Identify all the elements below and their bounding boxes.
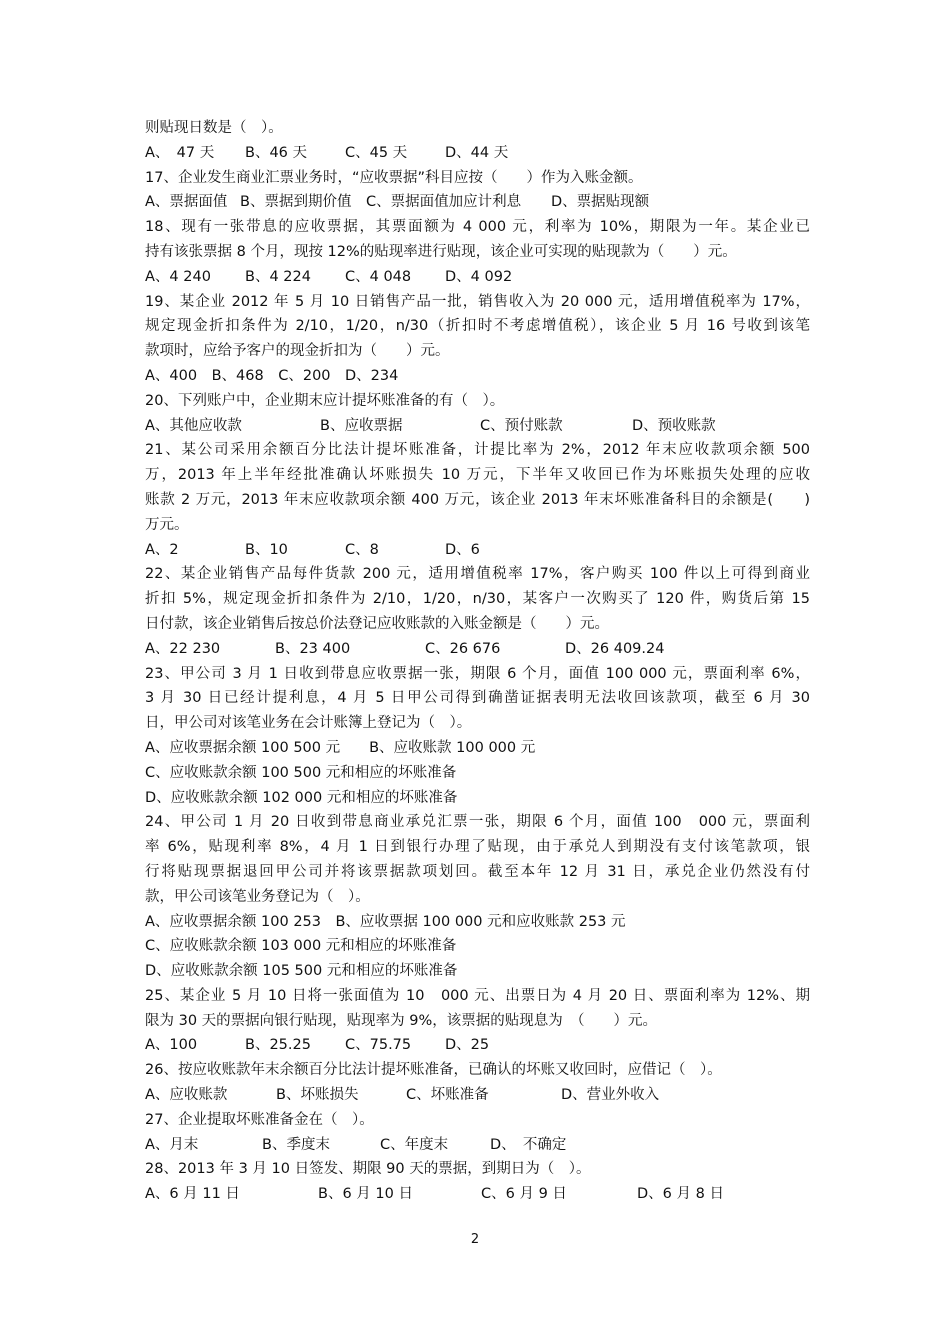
- text-line: 21、某公司采用余额百分比法计提坏账准备，计提比率为 2%，2012 年末应收款项余额 500: [145, 442, 810, 459]
- option-b: B、坏账损失: [276, 1087, 359, 1104]
- option-b: B、6 月 10 日: [318, 1186, 413, 1203]
- option-a: A、其他应收款: [145, 417, 242, 434]
- option-d: D、25: [445, 1037, 490, 1054]
- option-b: B、10: [245, 541, 288, 558]
- options-q18: [145, 265, 810, 290]
- text-line: 限为 30 天的票据向银行贴现，贴现率为 9%，该票据的贴现息为 （ ）元。: [145, 1012, 658, 1029]
- option-c: C、6 月 9 日: [481, 1186, 567, 1203]
- option-a: A、月末: [145, 1136, 199, 1153]
- text-line: A、应收票据余额 100 253 B、应收票据 100 000 元和应收账款 253 元: [145, 913, 626, 930]
- option-b: B、23 400: [275, 640, 351, 657]
- option-a: A、票据面值: [145, 194, 228, 211]
- option-b: B、46 天: [245, 144, 308, 161]
- text-line: 17、企业发生商业汇票业务时，“应收票据”科目应按（ ）作为入账金额。: [145, 169, 643, 186]
- option-a: A、22 230: [145, 640, 221, 657]
- option-c: C、45 天: [345, 144, 408, 161]
- option-b: B、应收票据: [320, 417, 403, 434]
- text-line: 23、甲公司 3 月 1 日收到带息应收票据一张，期限 6 个月，面值 100 000 元，票面利率 6%，: [145, 665, 810, 682]
- text-line: C、应收账款余额 100 500 元和相应的坏账准备: [145, 764, 457, 781]
- option-b: B、票据到期价值: [240, 194, 352, 211]
- option-c: C、75.75: [345, 1037, 412, 1054]
- text-line: 持有该张票据 8 个月，现按 12%的贴现率进行贴现，该企业可实现的贴现款为（ ）元。: [145, 243, 737, 260]
- option-b: B、4 224: [245, 268, 311, 285]
- option-c: C、26 676: [425, 640, 501, 657]
- text-line: 账款 2 万元，2013 年末应收款项余额 400 万元，该企业 2013 年末坏账准备科目的余额是( ): [145, 491, 810, 508]
- option-c: C、年度末: [380, 1136, 449, 1153]
- option-c: C、8: [345, 541, 379, 558]
- option-d: D、6 月 8 日: [637, 1186, 724, 1203]
- option-d: D、 不确定: [490, 1136, 567, 1153]
- option-b: B、季度末: [262, 1136, 330, 1153]
- options-q20: [145, 414, 810, 439]
- option-d: D、4 092: [445, 268, 513, 285]
- option-a: A、4 240: [145, 268, 211, 285]
- options-q27: [145, 1133, 810, 1158]
- option-d: D、44 天: [445, 144, 509, 161]
- text-line: 18、现有一张带息的应收票据，其票面额为 4 000 元，利率为 10%，期限为一年。某企业已: [145, 219, 810, 236]
- option-c: C、4 048: [345, 268, 412, 285]
- option-c: C、预付账款: [480, 417, 563, 434]
- option-a: A、应收账款: [145, 1087, 228, 1104]
- text-line: 20、下列账户中，企业期末应计提坏账准备的有（ ）。: [145, 392, 505, 409]
- text-line: 万，2013 年上半年经批准确认坏账损失 10 万元，下半年又收回已作为坏账损失处理的应收: [145, 467, 810, 484]
- option-d: D、6: [445, 541, 480, 558]
- text-line: 款，甲公司该笔业务登记为（ ）。: [145, 888, 370, 905]
- option-c: C、票据面值加应计利息: [366, 194, 522, 211]
- text-line: 25、某企业 5 月 10 日将一张面值为 10 000 元、出票日为 4 月 20 日、票面利率为 12%、期: [145, 987, 810, 1004]
- option-a: A、2: [145, 541, 179, 558]
- text-line: 28、2013 年 3 月 10 日签发、期限 90 天的票据，到期日为（ ）。: [145, 1161, 591, 1178]
- text-line: 22、某企业销售产品每件货款 200 元，适用增值税率 17%，客户购买 100 件以上可得到商业: [145, 566, 810, 583]
- option-c: C、坏账准备: [406, 1087, 489, 1104]
- option-a: A、100: [145, 1037, 198, 1054]
- text-line: 3 月 30 日已经计提利息，4 月 5 日甲公司得到确凿证据表明无法收回该款项，截至 6 月 30: [145, 690, 810, 707]
- option-d: D、营业外收入: [561, 1087, 660, 1104]
- text-line: D、应收账款余额 102 000 元和相应的坏账准备: [145, 789, 458, 806]
- text-line: 19、某企业 2012 年 5 月 10 日销售产品一批，销售收入为 20 000 元，适用增值税率为 17%，: [145, 293, 810, 310]
- text-line: A、400 B、468 C、200 D、234: [145, 367, 399, 384]
- text-line: 率 6%，贴现利率 8%，4 月 1 日到银行办理了贴现，由于承兑人到期没有支付该笔款项，银: [145, 839, 810, 856]
- text-line: 款项时，应给予客户的现金折扣为（ ）元。: [145, 343, 450, 360]
- text-line: 万元。: [145, 516, 189, 533]
- text-line: D、应收账款余额 105 500 元和相应的坏账准备: [145, 963, 458, 980]
- text-line: 27、企业提取坏账准备金在（ ）。: [145, 1111, 374, 1128]
- text-line: A、应收票据余额 100 500 元 B、应收账款 100 000 元: [145, 739, 536, 756]
- option-a: A、6 月 11 日: [145, 1186, 240, 1203]
- option-a: A、 47 天: [145, 144, 215, 161]
- question-list: [145, 116, 810, 1207]
- text-line: 折扣 5%，规定现金折扣条件为 2/10，1/20，n/30，某客户一次购买了 120 件，购货后第 15: [145, 591, 810, 608]
- options-q28: [145, 1182, 810, 1207]
- option-b: B、25.25: [245, 1037, 311, 1054]
- options-q22: [145, 637, 810, 662]
- options-q25: [145, 1033, 810, 1058]
- text-line: 行将贴现票据退回甲公司并将该票据款项划回。截至本年 12 月 31 日，承兑企业仍然没有付: [145, 863, 810, 880]
- options-q26: [145, 1083, 810, 1108]
- text-line: 则贴现日数是（ ）。: [145, 120, 283, 136]
- option-d: D、票据贴现额: [551, 194, 650, 211]
- text-line: 日付款，该企业销售后按总价法登记应收账款的入账金额是（ ）元。: [145, 615, 609, 632]
- options-q21: [145, 538, 810, 563]
- options-q17: [145, 190, 810, 215]
- options-q16: [145, 141, 810, 166]
- option-d: D、预收账款: [632, 417, 716, 434]
- text-line: C、应收账款余额 103 000 元和相应的坏账准备: [145, 938, 457, 955]
- option-d: D、26 409.24: [565, 640, 665, 657]
- text-line: 日，甲公司对该笔业务在会计账簿上登记为（ ）。: [145, 715, 472, 732]
- page-number: 2: [470, 1232, 480, 1247]
- text-line: 规定现金折扣条件为 2/10，1/20，n/30（折扣时不考虑增值税），该企业 5 月 16 号收到该笔: [145, 318, 810, 335]
- text-line: 24、甲公司 1 月 20 日收到带息商业承兑汇票一张，期限 6 个月，面值 100 000 元，票面利: [145, 814, 810, 831]
- text-line: 26、按应收账款年末余额百分比法计提坏账准备，已确认的坏账又收回时，应借记（ ）。: [145, 1062, 722, 1079]
